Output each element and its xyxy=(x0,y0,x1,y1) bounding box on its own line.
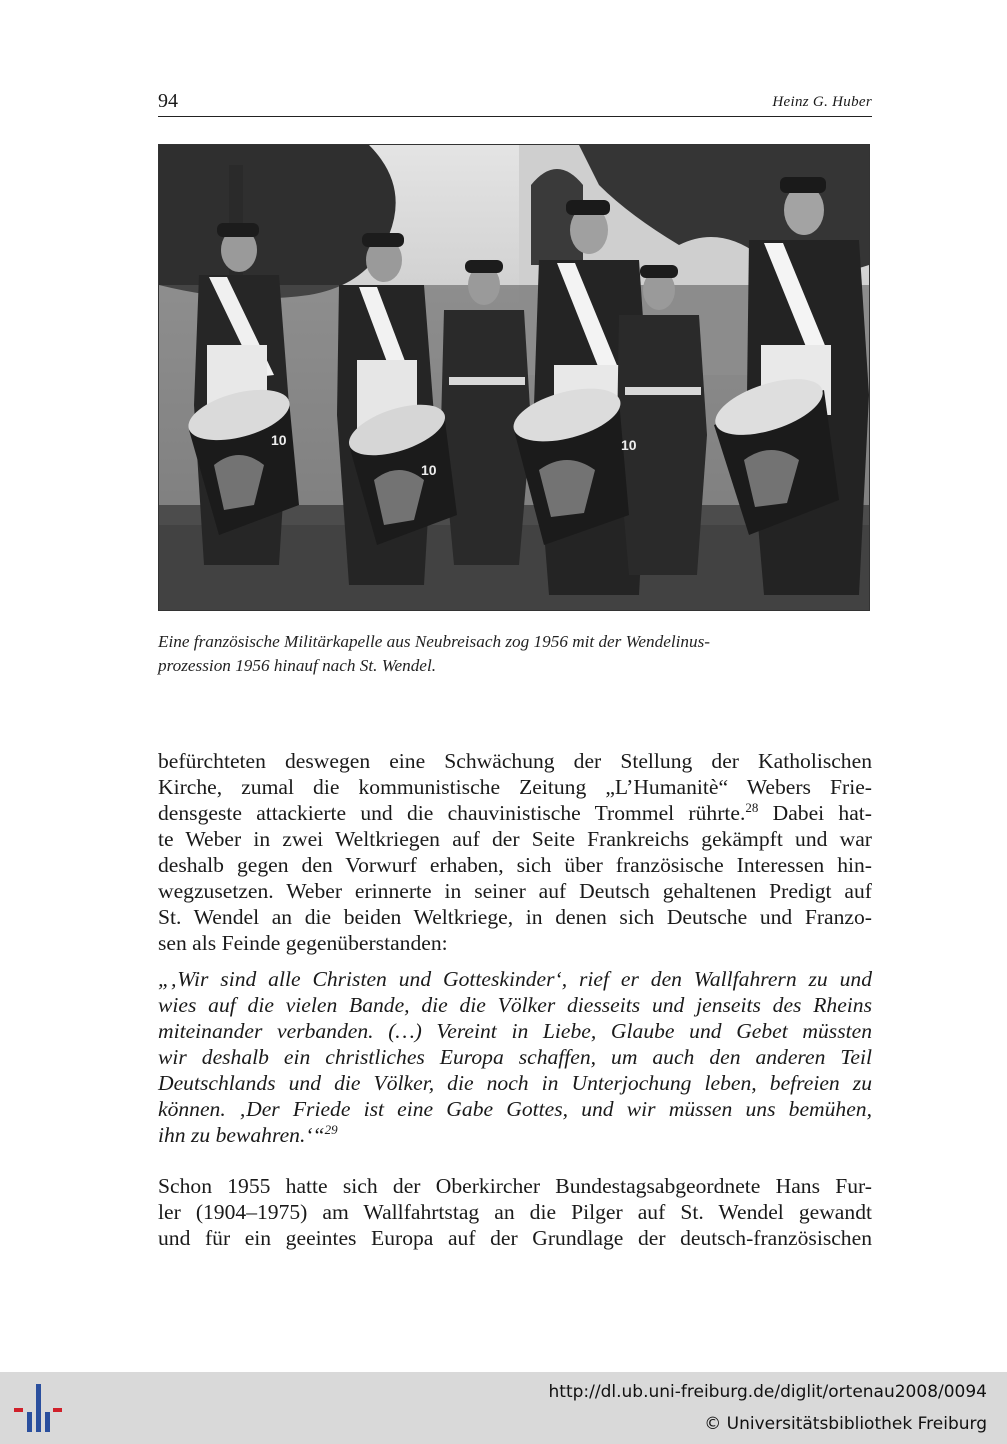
text-line xyxy=(158,800,872,826)
text-line: Kirche, zumal die kommunistische Zeitung „L’Humanitè“ Webers Frie- xyxy=(158,775,872,799)
page-header xyxy=(158,88,872,117)
body-paragraph-2 xyxy=(158,1173,872,1251)
text-segment: densgeste attackierte und die chauvinistische Trommel rührte. xyxy=(158,801,746,825)
text-line: Schon 1955 hatte sich der Oberkircher Bundestagsabgeordnete Hans Fur- xyxy=(158,1174,872,1198)
source-url-link[interactable]: http://dl.ub.uni-freiburg.de/diglit/ortenau2008/0094 xyxy=(548,1382,987,1402)
text-line: und für ein geeintes Europa auf der Grundlage der deutsch-französischen xyxy=(158,1226,872,1250)
quote-line: wir deshalb ein christliches Europa schaffen, um auch den anderen Teil xyxy=(158,1045,872,1069)
body-paragraph-1 xyxy=(158,748,872,956)
drum-number-1: 10 xyxy=(271,432,287,448)
copyright-notice: © Universitätsbibliothek Freiburg xyxy=(704,1414,987,1434)
quote-line: wies auf die vielen Bande, die die Völker diesseits und jenseits des Rheins xyxy=(158,993,872,1017)
library-footer xyxy=(0,1372,1007,1444)
photograph xyxy=(158,144,870,611)
quote-line: Deutschlands und die Völker, die noch in Unterjochung leben, befreien zu xyxy=(158,1071,872,1095)
ub-freiburg-logo-icon xyxy=(12,1382,64,1434)
drum-number-3: 10 xyxy=(621,437,637,453)
quote-line: können. ‚Der Friede ist eine Gabe Gottes, und wir müssen uns bemühen, xyxy=(158,1097,872,1121)
text-line: St. Wendel an die beiden Weltkriege, in denen sich Deutsche und Franzo- xyxy=(158,905,872,929)
text-line: ler (1904–1975) am Wallfahrtstag an die Pilger auf St. Wendel gewandt xyxy=(158,1200,872,1224)
footnote-ref-28: 28 xyxy=(745,800,759,815)
drum-number-2: 10 xyxy=(421,462,437,478)
text-line: wegzusetzen. Weber erinnerte in seiner auf Deutsch gehaltenen Predigt auf xyxy=(158,879,872,903)
caption-line: prozession 1956 hinauf nach St. Wendel. xyxy=(158,656,437,675)
text-segment: ihn zu bewahren.‘“ xyxy=(158,1123,325,1147)
caption-line: Eine französische Militärkapelle aus Neubreisach zog 1956 mit der Wendelinus- xyxy=(158,632,711,651)
quote-line: miteinander verbanden. (…) Vereint in Liebe, Glaube und Gebet müssten xyxy=(158,1019,872,1043)
photo-caption xyxy=(158,630,872,678)
text-line: te Weber in zwei Weltkriegen auf der Seite Frankreichs gekämpft und war xyxy=(158,827,872,851)
footnote-ref-29: 29 xyxy=(324,1122,338,1137)
running-head: Heinz G. Huber xyxy=(772,94,872,110)
quote-line xyxy=(158,1122,872,1148)
text-line: deshalb gegen den Vorwurf erhaben, sich über französische Interessen hin- xyxy=(158,853,872,877)
text-line: befürchteten deswegen eine Schwächung der Stellung der Katholischen xyxy=(158,749,872,773)
text-line: sen als Feinde gegenüberstanden: xyxy=(158,931,448,955)
photo-illustration xyxy=(159,145,869,610)
page-number: 94 xyxy=(158,90,178,112)
text-segment: Dabei hat- xyxy=(758,801,872,825)
quote-line: „‚Wir sind alle Christen und Gotteskinder‘, rief er den Wallfahrern zu und xyxy=(158,967,872,991)
block-quote xyxy=(158,966,872,1148)
